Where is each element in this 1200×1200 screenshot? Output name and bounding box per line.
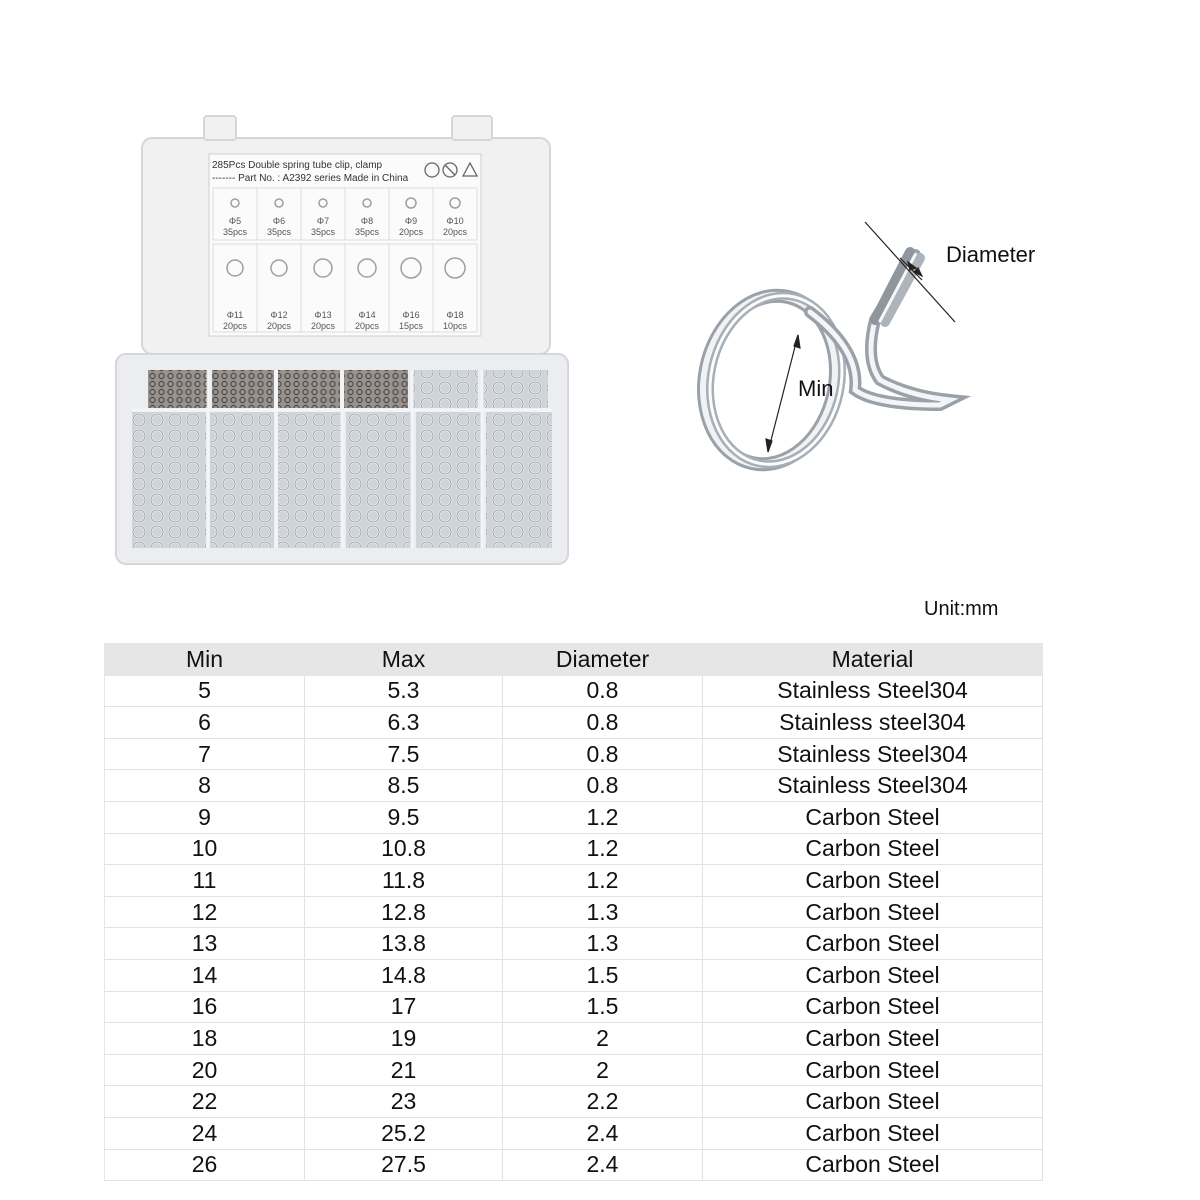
box-cell: Φ11 20pcs — [222, 310, 248, 331]
cell-diameter: 1.5 — [503, 991, 703, 1023]
cell-material: Carbon Steel — [703, 1054, 1043, 1086]
cell-max: 27.5 — [305, 1149, 503, 1181]
cell-min: 12 — [105, 896, 305, 928]
cell-max: 23 — [305, 1086, 503, 1118]
cell-material: Carbon Steel — [703, 959, 1043, 991]
table-row — [105, 801, 1043, 833]
cell-diameter: 1.3 — [503, 896, 703, 928]
cell-max: 8.5 — [305, 770, 503, 802]
table-row — [105, 1149, 1043, 1181]
cell-min: 9 — [105, 801, 305, 833]
spec-table — [104, 643, 1043, 1181]
cell-diameter: 2.4 — [503, 1117, 703, 1149]
cell-material: Stainless steel304 — [703, 707, 1043, 739]
cell-material: Carbon Steel — [703, 1086, 1043, 1118]
cell-max: 6.3 — [305, 707, 503, 739]
cell-material: Stainless Steel304 — [703, 738, 1043, 770]
cell-min: 22 — [105, 1086, 305, 1118]
box-cell: Φ16 15pcs — [398, 310, 424, 331]
cell-max: 21 — [305, 1054, 503, 1086]
box-cell: Φ8 35pcs — [354, 216, 380, 237]
table-body — [105, 675, 1043, 1181]
cell-diameter: 0.8 — [503, 707, 703, 739]
cell-material: Carbon Steel — [703, 1023, 1043, 1055]
table-row — [105, 1054, 1043, 1086]
min-dimension-line — [766, 335, 800, 452]
header-min: Min — [105, 644, 305, 676]
box-cell: Φ12 20pcs — [266, 310, 292, 331]
table-row — [105, 865, 1043, 897]
table-row — [105, 707, 1043, 739]
cell-max: 7.5 — [305, 738, 503, 770]
cell-diameter: 0.8 — [503, 770, 703, 802]
table-row — [105, 675, 1043, 707]
table-row — [105, 1117, 1043, 1149]
cell-max: 11.8 — [305, 865, 503, 897]
cell-min: 13 — [105, 928, 305, 960]
unit-label: Unit:mm — [924, 598, 999, 620]
table-row — [105, 738, 1043, 770]
cell-material: Carbon Steel — [703, 801, 1043, 833]
box-cell: Φ9 20pcs — [398, 216, 424, 237]
cell-diameter: 2 — [503, 1023, 703, 1055]
cell-min: 16 — [105, 991, 305, 1023]
table-row — [105, 1086, 1043, 1118]
cell-min: 6 — [105, 707, 305, 739]
table-row — [105, 1023, 1043, 1055]
cell-min: 24 — [105, 1117, 305, 1149]
table-row — [105, 991, 1043, 1023]
diameter-label: Diameter — [946, 242, 1036, 267]
cell-min: 14 — [105, 959, 305, 991]
cell-diameter: 1.2 — [503, 801, 703, 833]
header-diameter: Diameter — [503, 644, 703, 676]
box-label-title: 285Pcs Double spring tube clip, clamp — [212, 160, 383, 171]
cell-max: 25.2 — [305, 1117, 503, 1149]
cell-material: Stainless Steel304 — [703, 770, 1043, 802]
table-row — [105, 770, 1043, 802]
cell-material: Carbon Steel — [703, 896, 1043, 928]
table-header-row — [105, 644, 1043, 676]
cell-max: 12.8 — [305, 896, 503, 928]
header-max: Max — [305, 644, 503, 676]
cell-max: 19 — [305, 1023, 503, 1055]
cell-min: 5 — [105, 675, 305, 707]
box-label-subtitle: ------- Part No. : A2392 series Made in China — [212, 173, 409, 184]
box-cell: Φ13 20pcs — [310, 310, 336, 331]
cell-max: 14.8 — [305, 959, 503, 991]
min-label: Min — [798, 376, 834, 401]
box-cell: Φ5 35pcs — [222, 216, 248, 237]
cell-material: Carbon Steel — [703, 991, 1043, 1023]
table-row — [105, 959, 1043, 991]
table-row — [105, 833, 1043, 865]
cell-material: Carbon Steel — [703, 1149, 1043, 1181]
cell-material: Carbon Steel — [703, 1117, 1043, 1149]
cell-material: Carbon Steel — [703, 833, 1043, 865]
cell-max: 5.3 — [305, 675, 503, 707]
cell-diameter: 1.2 — [503, 833, 703, 865]
cell-min: 11 — [105, 865, 305, 897]
cell-material: Carbon Steel — [703, 865, 1043, 897]
cell-min: 8 — [105, 770, 305, 802]
cell-max: 9.5 — [305, 801, 503, 833]
cell-diameter: 2.2 — [503, 1086, 703, 1118]
product-box-image — [112, 108, 572, 568]
box-cell: Φ6 35pcs — [266, 216, 292, 237]
cell-min: 10 — [105, 833, 305, 865]
cell-max: 10.8 — [305, 833, 503, 865]
table-row — [105, 896, 1043, 928]
cell-diameter: 0.8 — [503, 675, 703, 707]
box-cell: Φ7 35pcs — [310, 216, 336, 237]
cell-diameter: 2.4 — [503, 1149, 703, 1181]
cell-min: 26 — [105, 1149, 305, 1181]
cell-diameter: 1.5 — [503, 959, 703, 991]
clip-dimension-diagram — [660, 200, 1080, 520]
cell-max: 17 — [305, 991, 503, 1023]
cell-material: Stainless Steel304 — [703, 675, 1043, 707]
header-material: Material — [703, 644, 1043, 676]
cell-min: 7 — [105, 738, 305, 770]
cell-min: 20 — [105, 1054, 305, 1086]
table-row — [105, 928, 1043, 960]
cell-material: Carbon Steel — [703, 928, 1043, 960]
box-cell: Φ18 10pcs — [442, 310, 468, 331]
cell-diameter: 2 — [503, 1054, 703, 1086]
cell-diameter: 1.2 — [503, 865, 703, 897]
cell-diameter: 1.3 — [503, 928, 703, 960]
box-cell: Φ14 20pcs — [354, 310, 380, 331]
cell-max: 13.8 — [305, 928, 503, 960]
cell-diameter: 0.8 — [503, 738, 703, 770]
cell-min: 18 — [105, 1023, 305, 1055]
box-cell: Φ10 20pcs — [442, 216, 468, 237]
